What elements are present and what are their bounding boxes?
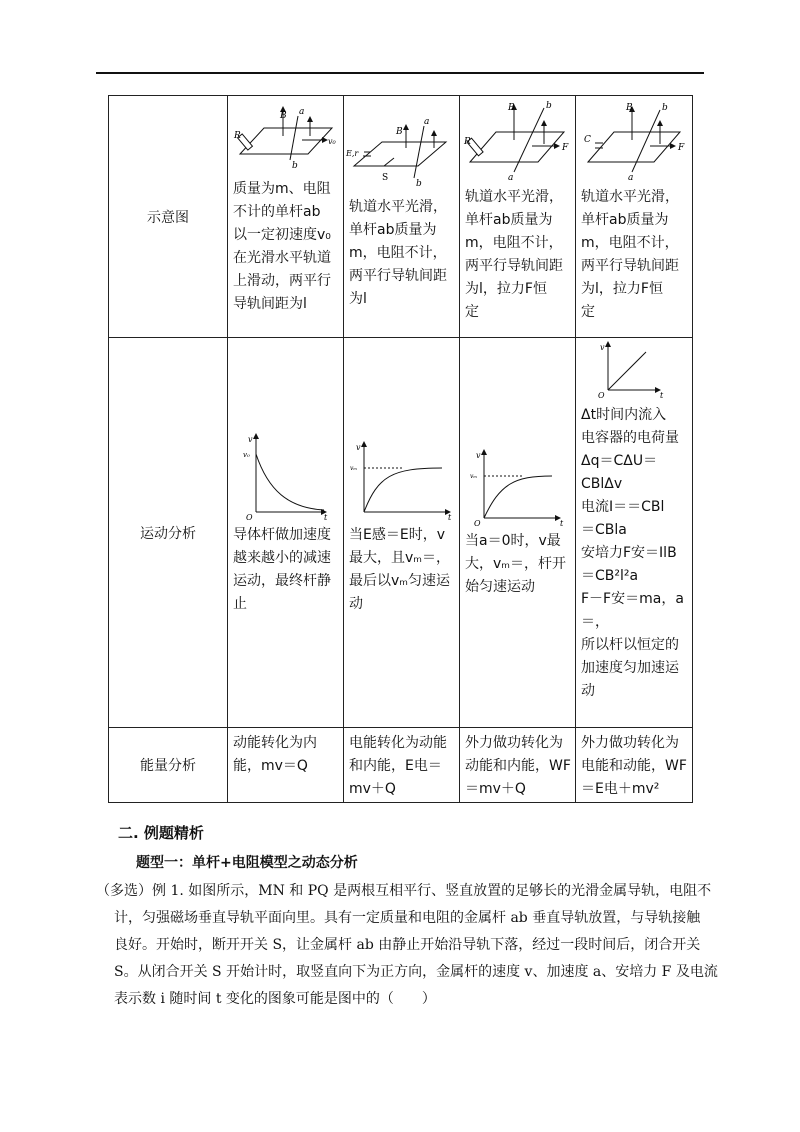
problem-line: 良好。开始时，断开开关 S，让金属杆 ab 由静止开始沿导轨下落，经过一段时间后，闭合开关 (114, 937, 701, 953)
cell-motion-3 (460, 338, 576, 728)
table-row-diagram (109, 96, 693, 338)
problem-line: 计，匀强磁场垂直导轨平面向里。具有一定质量和电阻的金属杆 ab 垂直导轨放置，与导轨接触 (114, 910, 701, 926)
cell-diagram-3 (460, 96, 576, 338)
svg-text:vₘ: vₘ (350, 465, 358, 472)
model-comparison-table (108, 95, 693, 803)
svg-text:t: t (324, 513, 328, 520)
svg-text:O: O (474, 519, 481, 526)
cell-energy-3 (460, 728, 576, 803)
section-heading: 二. 例题精析 (118, 824, 204, 842)
cell-motion-4 (576, 338, 693, 728)
row-label-motion: 运动分析 (109, 338, 228, 728)
circuit-diagram-resistor-force (460, 96, 575, 182)
table-row-energy (109, 728, 693, 803)
svg-text:a: a (628, 173, 634, 182)
problem-line: S。从闭合开关 S 开始计时，取竖直向下为正方向，金属杆的速度 v、加速度 a、安培力 F 及电流 (114, 964, 718, 980)
header-rule (96, 72, 704, 74)
circuit-diagram-resistor-v0 (228, 96, 343, 174)
svg-text:B: B (508, 103, 515, 113)
svg-text:v: v (476, 451, 481, 460)
energy-text-1: 动能转化为内 能，mv＝Q (233, 735, 317, 774)
cell-energy-2 (344, 728, 460, 803)
energy-text-4: 外力做功转化为 电能和动能，WF ＝E电＋mv² (581, 735, 687, 797)
svg-text:t: t (660, 391, 664, 400)
svg-text:b: b (292, 161, 298, 171)
svg-text:a: a (424, 117, 430, 127)
table-row-motion (109, 338, 693, 728)
cell-diagram-1 (228, 96, 344, 338)
motion-text-3: 当a＝0时，v最 大，vₘ＝，杆开 始匀速运动 (465, 533, 567, 595)
graph-v-t-decay (228, 430, 343, 520)
motion-text-4: Δt时间内流入 电容器的电荷量 Δq＝CΔU＝ CBlΔv 电流I＝＝CBl ＝CBla 安培力F安＝IlB ＝CB²l²a F－F安＝ma，a ＝， 所以杆以恒定的 加速度匀加速运 动 (581, 407, 684, 699)
cell-diagram-4 (576, 96, 693, 338)
svg-text:B: B (626, 103, 633, 113)
desc-text-4: 轨道水平光滑， 单杆ab质量为 m，电阻不计， 两平行导轨间距 为l，拉力F恒 定 (581, 189, 679, 320)
graph-v-t-approach-vm (344, 438, 459, 520)
svg-text:v: v (600, 343, 605, 352)
desc-text-1: 质量为m、电阻 不计的单杆ab 以一定初速度v₀ 在光滑水平轨道 上滑动，两平行 导轨间距为l (233, 181, 331, 312)
svg-text:R: R (234, 131, 241, 141)
cell-motion-2 (344, 338, 460, 728)
cell-diagram-2 (344, 96, 460, 338)
svg-text:F: F (562, 143, 569, 153)
svg-text:vₘ: vₘ (470, 473, 478, 480)
svg-text:S: S (382, 173, 389, 183)
svg-text:v: v (248, 435, 253, 444)
svg-text:v: v (356, 443, 361, 452)
svg-text:a: a (508, 173, 514, 182)
svg-text:a: a (299, 107, 305, 117)
svg-text:B: B (396, 127, 403, 137)
svg-text:t: t (448, 513, 452, 520)
row-label-diagram: 示意图 (109, 96, 228, 338)
example-problem-text (96, 878, 716, 1013)
svg-text:C: C (584, 135, 591, 145)
cell-energy-1 (228, 728, 344, 803)
desc-text-3: 轨道水平光滑， 单杆ab质量为 m，电阻不计， 两平行导轨间距 为l，拉力F恒 定 (465, 189, 563, 320)
circuit-diagram-capacitor-force (576, 96, 692, 182)
svg-text:t: t (560, 519, 564, 526)
circuit-diagram-battery-switch (344, 96, 459, 192)
graph-v-t-approach-vm-force (460, 446, 575, 526)
svg-text:R: R (464, 137, 471, 147)
svg-text:F: F (678, 143, 685, 153)
svg-text:E,r: E,r (346, 149, 359, 158)
svg-text:O: O (246, 513, 253, 520)
svg-text:B: B (280, 111, 287, 121)
row-label-energy: 能量分析 (109, 728, 228, 803)
cell-motion-1 (228, 338, 344, 728)
problem-line: （多选）例 1. 如图所示，MN 和 PQ 是两根互相平行、竖直放置的足够长的光滑金属导轨，电阻不 (96, 883, 712, 899)
svg-text:b: b (546, 101, 552, 111)
svg-text:b: b (416, 179, 422, 189)
problem-line: 表示数 i 随时间 t 变化的图象可能是图中的（ ） (114, 991, 436, 1007)
desc-text-2: 轨道水平光滑， 单杆ab质量为 m，电阻不计， 两平行导轨间距 为l (349, 199, 447, 307)
energy-text-3: 外力做功转化为 动能和内能，WF ＝mv＋Q (465, 735, 571, 797)
section-subheading: 题型一：单杆+电阻模型之动态分析 (136, 855, 358, 871)
svg-text:v₀: v₀ (243, 451, 250, 459)
svg-text:b: b (662, 103, 668, 113)
cell-energy-4 (576, 728, 693, 803)
energy-text-2: 电能转化为动能 和内能，E电＝ mv＋Q (349, 735, 447, 797)
motion-text-2: 当E感＝E时，v 最大，且vₘ＝， 最后以vₘ匀速运 动 (349, 527, 451, 612)
svg-text:v₀: v₀ (328, 137, 336, 146)
svg-text:O: O (598, 391, 605, 400)
graph-v-t-linear (576, 338, 692, 400)
motion-text-1: 导体杆做加速度 越来越小的减速 运动，最终杆静 止 (233, 527, 331, 612)
